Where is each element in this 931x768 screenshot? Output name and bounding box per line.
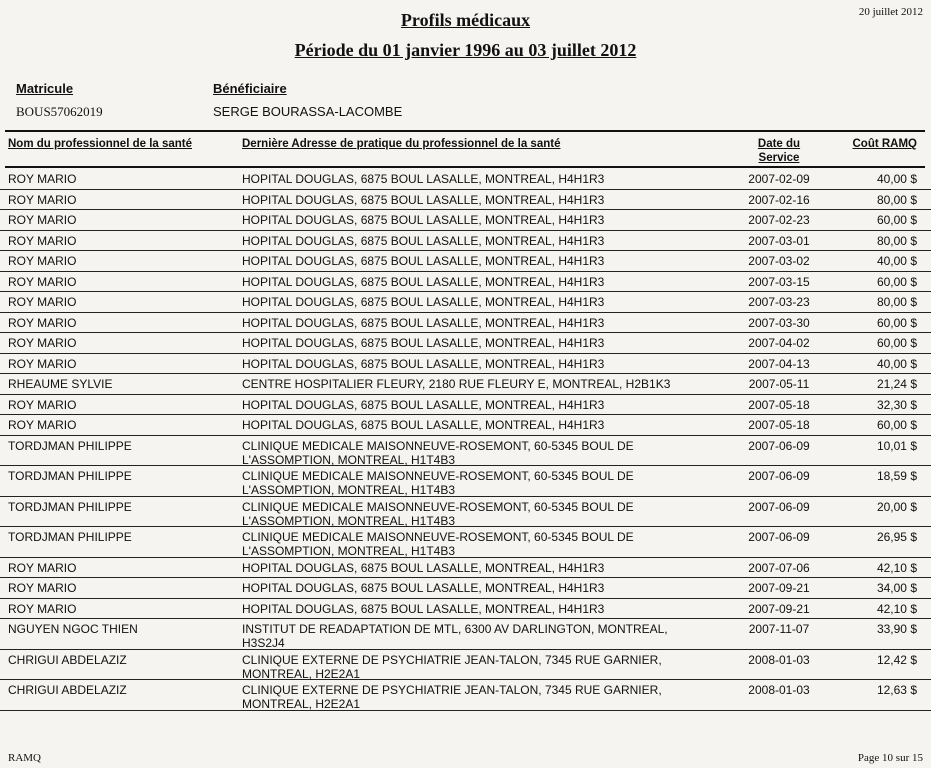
matricule-label: Matricule [16, 81, 74, 96]
ramq-cost: 10,01 $ [876, 438, 917, 453]
ramq-cost: 21,24 $ [876, 377, 917, 391]
ramq-cost: 60,00 $ [876, 418, 917, 432]
practice-address: HOPITAL DOUGLAS, 6875 BOUL LASALLE, MONTREAL, H4H1R3 [242, 315, 605, 330]
practice-address: HOPITAL DOUGLAS, 6875 BOUL LASALLE, MONTREAL, H4H1R3 [242, 397, 605, 412]
practice-address: HOPITAL DOUGLAS, 6875 BOUL LASALLE, MONTREAL, H4H1R3 [242, 233, 605, 248]
table-row [0, 292, 931, 313]
ramq-cost: 40,00 $ [876, 356, 917, 371]
ramq-cost: 34,00 $ [876, 581, 917, 595]
practice-address: HOPITAL DOUGLAS, 6875 BOUL LASALLE, MONTREAL, H4H1R3 [242, 274, 605, 289]
practice-address: CLINIQUE MEDICALE MAISONNEUVE-ROSEMONT, 60-5345 BOUL DE L'ASSOMPTION, MONTREAL, H1T4B3 [242, 499, 634, 528]
practice-address: HOPITAL DOUGLAS, 6875 BOUL LASALLE, MONTREAL, H4H1R3 [242, 172, 605, 186]
professional-name: ROY MARIO [8, 397, 77, 412]
professional-name: ROY MARIO [8, 560, 77, 575]
service-date: 2007-07-06 [748, 560, 810, 575]
ramq-cost: 32,30 $ [876, 397, 917, 412]
table-row [0, 599, 931, 620]
service-date: 2007-11-07 [748, 622, 810, 636]
column-header-date [745, 137, 813, 165]
practice-address: HOPITAL DOUGLAS, 6875 BOUL LASALLE, MONTREAL, H4H1R3 [242, 356, 605, 371]
table-row [0, 527, 931, 558]
column-header-address: Dernière Adresse de pratique du professionnel de la santé [242, 138, 561, 150]
table-row [0, 466, 931, 497]
ramq-cost: 12,63 $ [876, 683, 917, 697]
table-row [0, 578, 931, 599]
ramq-cost: 26,95 $ [876, 530, 917, 544]
table-row [0, 650, 931, 681]
professional-name: ROY MARIO [8, 172, 77, 186]
professional-name: RHEAUME SYLVIE [8, 377, 113, 391]
service-date: 2008-01-03 [748, 683, 810, 697]
service-date: 2007-02-23 [748, 213, 810, 227]
practice-address: CLINIQUE MEDICALE MAISONNEUVE-ROSEMONT, 60-5345 BOUL DE L'ASSOMPTION, MONTREAL, H1T4B3 [242, 530, 634, 558]
service-date: 2007-05-18 [748, 418, 810, 432]
header-bottom-rule [5, 166, 925, 168]
service-date: 2007-03-23 [748, 295, 810, 309]
professional-name: CHRIGUI ABDELAZIZ [8, 683, 127, 697]
ramq-cost: 12,42 $ [876, 652, 917, 667]
professional-name: ROY MARIO [8, 233, 77, 248]
table-row [0, 333, 931, 354]
professional-name: CHRIGUI ABDELAZIZ [8, 652, 127, 667]
report-date: 20 juillet 2012 [858, 6, 923, 18]
practice-address: HOPITAL DOUGLAS, 6875 BOUL LASALLE, MONTREAL, H4H1R3 [242, 336, 605, 350]
ramq-cost: 42,10 $ [876, 601, 917, 616]
professional-name: ROY MARIO [8, 601, 77, 616]
service-date: 2007-06-09 [748, 469, 810, 483]
service-date: 2007-02-16 [748, 192, 810, 207]
practice-address: HOPITAL DOUGLAS, 6875 BOUL LASALLE, MONTREAL, H4H1R3 [242, 560, 605, 575]
page-title: Profils médicaux [400, 10, 531, 30]
professional-name: ROY MARIO [8, 336, 77, 350]
service-date: 2007-03-15 [748, 274, 810, 289]
column-header-name: Nom du professionnel de la santé [8, 138, 193, 150]
column-header-date-line1: Date du [757, 138, 801, 150]
table-row [0, 558, 931, 579]
ramq-cost: 60,00 $ [876, 213, 917, 227]
ramq-cost: 80,00 $ [876, 233, 917, 248]
ramq-cost: 60,00 $ [876, 274, 917, 289]
service-date: 2007-09-21 [748, 581, 810, 595]
column-header-date-line2: Service [758, 152, 800, 164]
professional-name: ROY MARIO [8, 254, 77, 268]
practice-address: HOPITAL DOUGLAS, 6875 BOUL LASALLE, MONTREAL, H4H1R3 [242, 254, 605, 268]
ramq-cost: 33,90 $ [876, 622, 917, 636]
practice-address: CENTRE HOSPITALIER FLEURY, 2180 RUE FLEURY E, MONTREAL, H2B1K3 [242, 377, 671, 391]
ramq-cost: 42,10 $ [876, 560, 917, 575]
table-row [0, 210, 931, 231]
practice-address: HOPITAL DOUGLAS, 6875 BOUL LASALLE, MONTREAL, H4H1R3 [242, 213, 605, 227]
professional-name: ROY MARIO [8, 295, 77, 309]
ramq-cost: 40,00 $ [876, 172, 917, 186]
table-row [0, 619, 931, 650]
service-date: 2007-03-01 [748, 233, 810, 248]
ramq-cost: 18,59 $ [876, 469, 917, 483]
service-date: 2007-04-02 [748, 336, 810, 350]
table-row [0, 354, 931, 375]
beneficiaire-value: SERGE BOURASSA-LACOMBE [213, 104, 403, 119]
practice-address: HOPITAL DOUGLAS, 6875 BOUL LASALLE, MONTREAL, H4H1R3 [242, 418, 605, 432]
service-date: 2007-03-02 [748, 254, 810, 268]
service-date: 2008-01-03 [748, 652, 810, 667]
professional-name: NGUYEN NGOC THIEN [8, 622, 138, 636]
service-date: 2007-04-13 [748, 356, 810, 371]
table-row [0, 436, 931, 467]
professional-name: ROY MARIO [8, 213, 77, 227]
table-row [0, 497, 931, 528]
table-row [0, 374, 931, 395]
practice-address: CLINIQUE MEDICALE MAISONNEUVE-ROSEMONT, 60-5345 BOUL DE L'ASSOMPTION, MONTREAL, H1T4B3 [242, 469, 634, 497]
page-number: Page 10 sur 15 [857, 752, 923, 764]
professional-name: ROY MARIO [8, 315, 77, 330]
footer-agency: RAMQ [8, 752, 42, 764]
practice-address: HOPITAL DOUGLAS, 6875 BOUL LASALLE, MONTREAL, H4H1R3 [242, 581, 605, 595]
practice-address: CLINIQUE MEDICALE MAISONNEUVE-ROSEMONT, 60-5345 BOUL DE L'ASSOMPTION, MONTREAL, H1T4B3 [242, 438, 634, 467]
beneficiaire-label: Bénéficiaire [213, 81, 287, 96]
professional-name: ROY MARIO [8, 356, 77, 371]
professional-name: ROY MARIO [8, 581, 77, 595]
table-row [0, 680, 931, 711]
ramq-cost: 80,00 $ [876, 295, 917, 309]
practice-address: INSTITUT DE READAPTATION DE MTL, 6300 AV DARLINGTON, MONTREAL, H3S2J4 [242, 622, 668, 650]
ramq-cost: 20,00 $ [876, 499, 917, 514]
service-date: 2007-03-30 [748, 315, 810, 330]
service-date: 2007-05-18 [748, 397, 810, 412]
professional-name: ROY MARIO [8, 274, 77, 289]
table-row [0, 395, 931, 416]
practice-address: HOPITAL DOUGLAS, 6875 BOUL LASALLE, MONTREAL, H4H1R3 [242, 601, 605, 616]
table-row [0, 313, 931, 334]
ramq-cost: 60,00 $ [876, 315, 917, 330]
practice-address: CLINIQUE EXTERNE DE PSYCHIATRIE JEAN-TALON, 7345 RUE GARNIER, MONTREAL, H2E2A1 [242, 652, 662, 681]
practice-address: CLINIQUE EXTERNE DE PSYCHIATRIE JEAN-TALON, 7345 RUE GARNIER, MONTREAL, H2E2A1 [242, 683, 662, 711]
ramq-cost: 60,00 $ [876, 336, 917, 350]
services-table [0, 169, 931, 711]
professional-name: TORDJMAN PHILIPPE [8, 530, 132, 544]
table-row [0, 415, 931, 436]
table-row [0, 169, 931, 190]
service-date: 2007-05-11 [748, 377, 810, 391]
table-row [0, 251, 931, 272]
table-row [0, 231, 931, 252]
practice-address: HOPITAL DOUGLAS, 6875 BOUL LASALLE, MONTREAL, H4H1R3 [242, 295, 605, 309]
header-top-rule [5, 130, 925, 132]
matricule-value: BOUS57062019 [16, 104, 103, 119]
service-date: 2007-06-09 [748, 438, 810, 453]
ramq-cost: 40,00 $ [876, 254, 917, 268]
professional-name: TORDJMAN PHILIPPE [8, 469, 132, 483]
professional-name: ROY MARIO [8, 418, 77, 432]
ramq-cost: 80,00 $ [876, 192, 917, 207]
service-date: 2007-06-09 [748, 499, 810, 514]
service-date: 2007-09-21 [748, 601, 810, 616]
professional-name: ROY MARIO [8, 192, 77, 207]
service-date: 2007-06-09 [748, 530, 810, 544]
period-subtitle: Période du 01 janvier 1996 au 03 juillet 2012 [294, 40, 637, 60]
service-date: 2007-02-09 [748, 172, 810, 186]
table-row [0, 190, 931, 211]
column-header-cost: Coût RAMQ [852, 138, 917, 150]
practice-address: HOPITAL DOUGLAS, 6875 BOUL LASALLE, MONTREAL, H4H1R3 [242, 192, 605, 207]
professional-name: TORDJMAN PHILIPPE [8, 438, 132, 453]
table-row [0, 272, 931, 293]
professional-name: TORDJMAN PHILIPPE [8, 499, 132, 514]
